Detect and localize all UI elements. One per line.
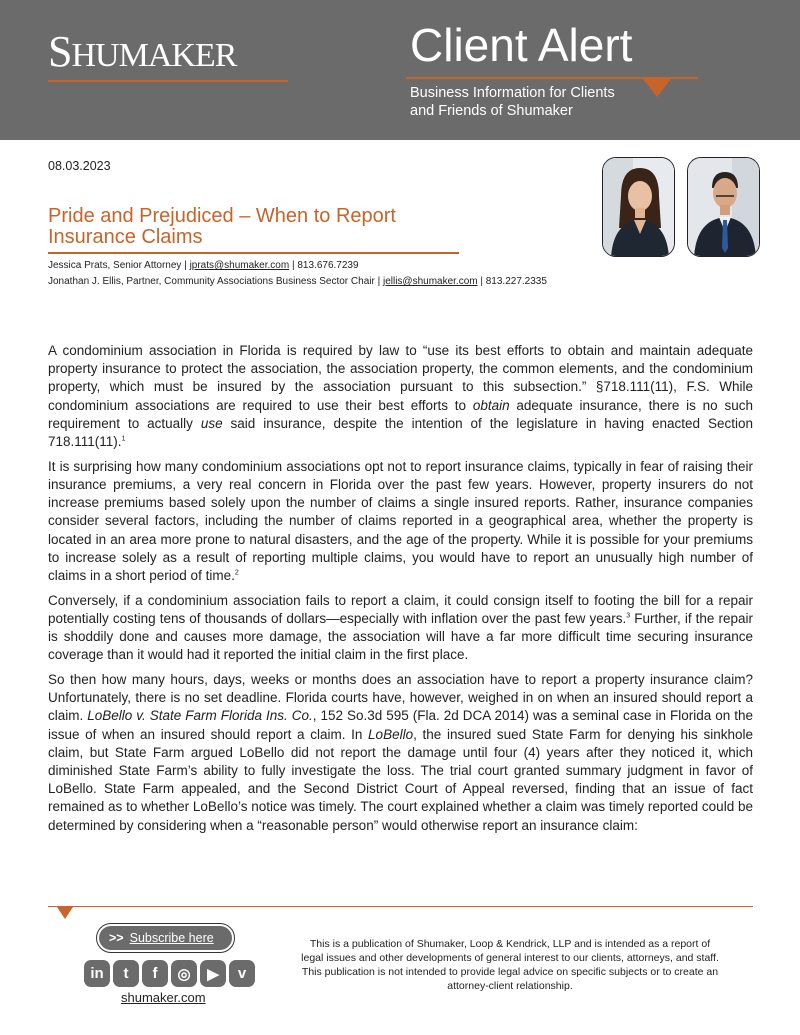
author-line-2: Jonathan J. Ellis, Partner, Community Associations Business Sector Chair | jellis@shumaker.com | 813.227.2335 (48, 276, 547, 287)
article-title: Pride and Prejudiced – When to Report Insurance Claims (48, 205, 396, 248)
header-banner (0, 0, 800, 140)
author-email-link-1[interactable]: jprats@shumaker.com (189, 260, 290, 271)
disclaimer-text: This is a publication of Shumaker, Loop & Kendrick, LLP and is intended as a report of legal issues and other developments of general interest to our clients, attorneys, and staff. This publication is not intended to provide legal advice on specific subjects or to create an attorney-client relationship. (301, 938, 719, 992)
author-photo-jessica-prats (602, 157, 675, 257)
logo-underline (48, 80, 288, 82)
footer-triangle-icon (57, 907, 73, 919)
author-photo-jonathan-ellis (687, 157, 760, 257)
title-underline (48, 252, 459, 254)
double-chevron-right-icon: >> (109, 931, 124, 945)
website-link[interactable]: shumaker.com (121, 990, 206, 1005)
subscribe-label: Subscribe here (129, 931, 214, 945)
paragraph-1: A condominium association in Florida is required by law to “use its best efforts to obtain and maintain adequate property insurance to protect the association, the association property, the common elements, and the condominium property, which must be insured by the association pursuant to this subsection.” §718.111(11), F.S. While condominium associations are required to use their best efforts to obtain adequate insurance, there is no such requirement to actually use said insurance, despite the intention of the legislature in having enacted Section 718.111(11).$^1$ (48, 343, 753, 450)
instagram-icon[interactable]: ◎ (171, 960, 197, 987)
publication-date: 08.03.2023 (48, 159, 111, 173)
footnote-ref-3: 3 (626, 612, 631, 620)
social-links (84, 960, 255, 987)
footnote-ref-2: 2 (234, 569, 239, 577)
author-email-link-2[interactable]: jellis@shumaker.com (382, 276, 478, 287)
subscribe-button[interactable] (96, 923, 235, 953)
vimeo-icon[interactable]: v (229, 960, 255, 987)
client-alert-subtitle: Business Information for Clients and Friends of Shumaker (410, 85, 615, 119)
article-body (48, 342, 753, 841)
linkedin-icon[interactable]: in (84, 960, 110, 987)
paragraph-4: So then how many hours, days, weeks or months does an association have to report a property insurance claim? Unfortunately, there is no set deadline. Florida courts have, however, weighed in on when an insured should report a claim. LoBello v. State Farm Florida Ins. Co., 152 So.3d 595 (Fla. 2d DCA 2014) was a seminal case in Florida on the issue of when an insured should report a claim. In LoBello, the insured sued State Farm for denying his sinkhole claim, but State Farm argued LoBello did not report the damage until four (4) years after they noticed it, which diminished State Farm’s ability to fully investigate the loss. The trial court granted summary judgment in favor of LoBello. State Farm appealed, and the Second District Court of Appeal reversed, finding that an issue of fact remained as to whether LoBello’s notice was timely. The court explained whether a claim was timely reported could be determined by considering when a “reasonable person” would otherwise report an insurance claim: (48, 671, 754, 833)
footer-divider (48, 906, 753, 907)
paragraph-2: It is surprising how many condominium associations opt not to report insurance claims, typically in fear of raising their insurance premiums, a very real concern in Florida over the past few years. However, property insurers do not increase premiums based solely upon the number of claims a single insured reports. Rather, insurance companies consider several factors, including the number of claims reported in a geographical area, whether the property is located in an area more prone to natural disasters, and the age of the property. While it is possible for your premiums to increase solely as a result of reporting multiple claims, you would have to report an unusually high number of claims in a short period of time.$^2$ (48, 458, 753, 583)
author-line-1: Jessica Prats, Senior Attorney | jprats@shumaker.com | 813.676.7239 (48, 260, 359, 271)
youtube-icon[interactable]: ▶ (200, 960, 226, 987)
facebook-icon[interactable]: f (142, 960, 168, 987)
footnote-ref-1: 1 (121, 435, 126, 443)
client-alert-title: Client Alert (410, 19, 633, 71)
paragraph-3: Conversely, if a condominium association fails to report a claim, it could consign itself to footing the bill for a repair potentially costing tens of thousands of dollars—especially with inflation over the past few years.$^3$ Further, if the repair is shoddily done and causes more damage, the association will have a far more difficult time securing insurance coverage than it would had it reported the initial claim in the first place. (48, 592, 753, 663)
shumaker-logo[interactable]: SHUMAKER (48, 27, 237, 76)
twitter-icon[interactable]: t (113, 960, 139, 987)
